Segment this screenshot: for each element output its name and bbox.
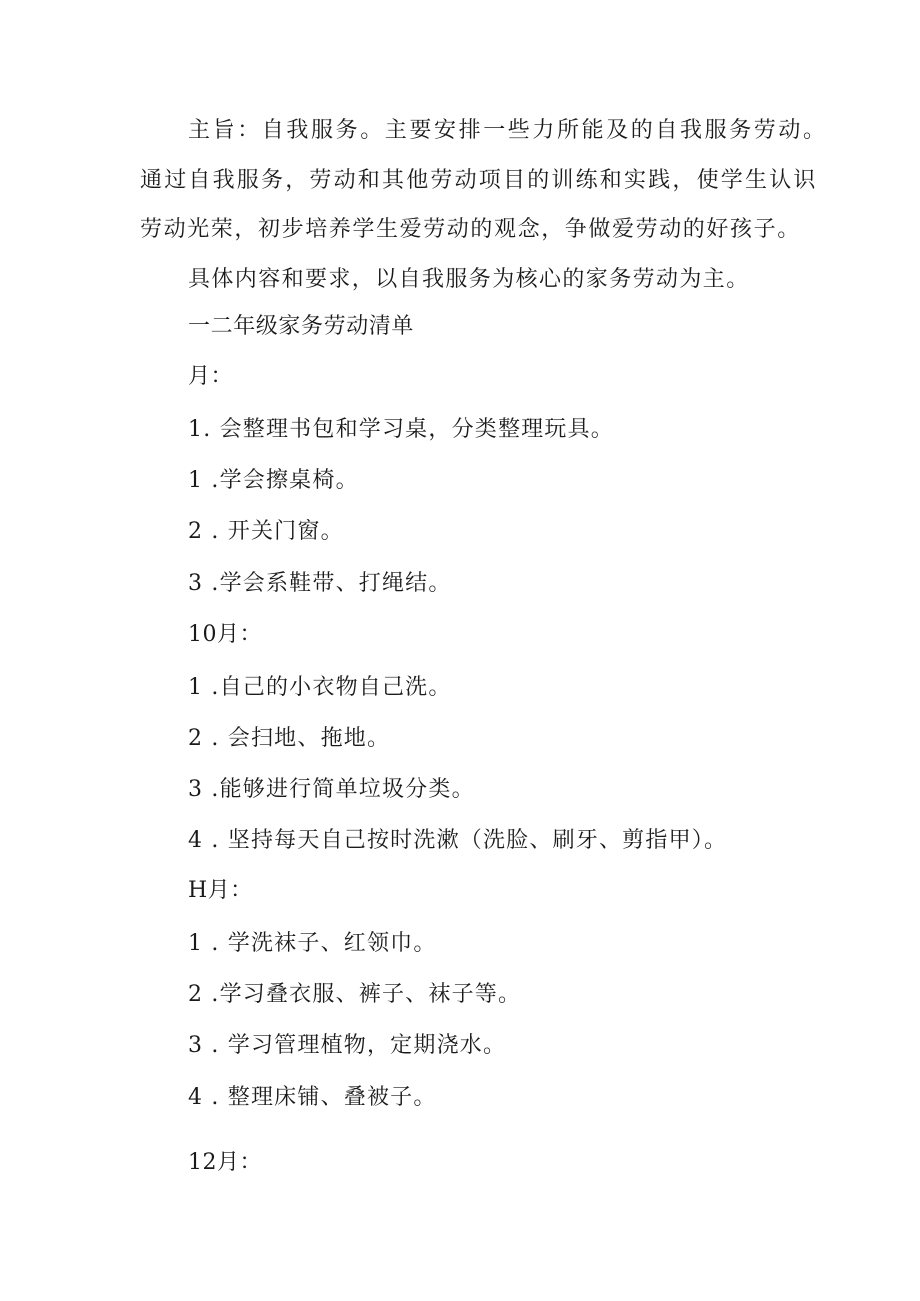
month-heading: 12月： bbox=[188, 1150, 262, 1175]
list-item: 4 . 整理床铺、叠被子。 bbox=[188, 1085, 437, 1110]
intro-requirements: 具体内容和要求，以自我服务为核心的家务劳动为主。 bbox=[188, 267, 750, 292]
list-item: 2 .学习叠衣服、裤子、袜子等。 bbox=[188, 982, 522, 1007]
list-item: 1. 会整理书包和学习桌，分类整理玩具。 bbox=[188, 417, 614, 442]
list-item: 3 .学会系鞋带、打绳结。 bbox=[188, 571, 452, 596]
intro-paragraph-line-2: 通过自我服务，劳动和其他劳动项目的训练和实践，使学生认识 bbox=[140, 168, 818, 193]
list-item: 1 .学会擦桌椅。 bbox=[188, 468, 359, 493]
list-item: 1 .自己的小衣物自己洗。 bbox=[188, 675, 452, 700]
list-item: 4 . 坚持每天自己按时洗漱（洗脸、刷牙、剪指甲）。 bbox=[188, 828, 728, 853]
list-item: 2 . 会扫地、拖地。 bbox=[188, 726, 391, 751]
list-item: 2 . 开关门窗。 bbox=[188, 519, 344, 544]
list-title: 一二年级家务劳动清单 bbox=[188, 314, 415, 339]
intro-paragraph-line-1: 主旨：自我服务。主要安排一些力所能及的自我服务劳动。 bbox=[188, 118, 828, 143]
month-heading: H月： bbox=[188, 878, 253, 903]
list-item: 3 . 学习管理植物，定期浇水。 bbox=[188, 1033, 507, 1058]
list-item: 3 .能够进行简单垃圾分类。 bbox=[188, 777, 475, 802]
list-item: 1 . 学洗袜子、红领巾。 bbox=[188, 931, 437, 956]
month-heading: 月： bbox=[188, 364, 234, 389]
intro-paragraph-line-3: 劳动光荣，初步培养学生爱劳动的观念，争做爱劳动的好孩子。 bbox=[140, 217, 801, 242]
month-heading: 10月： bbox=[188, 622, 262, 647]
